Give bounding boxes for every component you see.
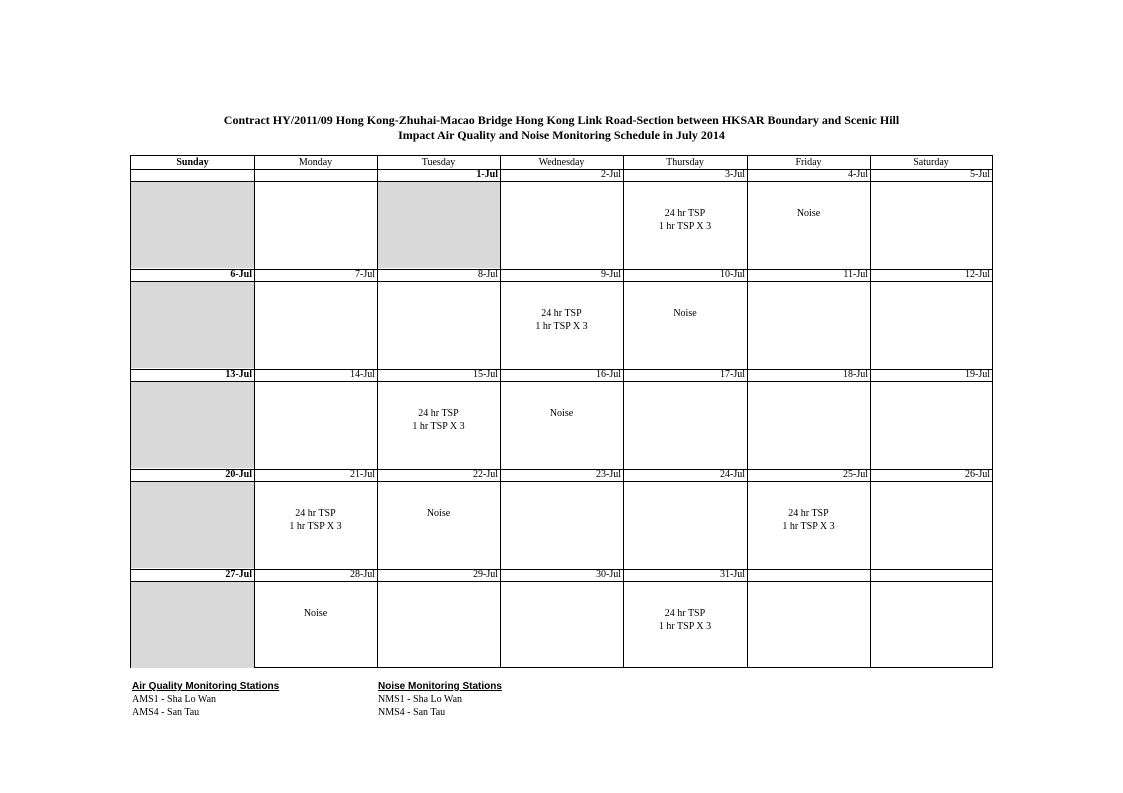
date-label: 14-Jul: [350, 369, 375, 380]
day-cell: [870, 181, 992, 268]
noise-legend-heading: Noise Monitoring Stations: [378, 681, 502, 692]
grid-vline: [870, 156, 871, 667]
day-cell: [254, 181, 377, 268]
air-quality-legend: [132, 680, 279, 719]
grid-vline: [254, 156, 255, 667]
air-quality-legend-heading: Air Quality Monitoring Stations: [132, 681, 280, 692]
day-cell: [500, 181, 623, 268]
day-cell: [500, 481, 623, 568]
monitoring-event: [623, 607, 747, 633]
date-label: 9-Jul: [601, 269, 621, 280]
date-label: 23-Jul: [596, 469, 621, 480]
schedule-title-line1: Contract HY/2011/09 Hong Kong-Zhuhai-Macao Bridge Hong Kong Link Road-Section between HKSAR Boundary and Scenic Hill: [223, 113, 900, 127]
day-cell: [131, 481, 254, 568]
monitoring-event: [377, 407, 500, 433]
day-cell: [747, 581, 870, 668]
date-label: 20-Jul: [225, 469, 252, 480]
day-cell: [500, 581, 623, 668]
date-label: 6-Jul: [230, 269, 252, 280]
day-cell: [377, 581, 500, 668]
date-label: 13-Jul: [225, 369, 252, 380]
event-line: 24 hr TSP: [664, 208, 706, 219]
weekday-header-tuesday: Tuesday: [421, 157, 456, 168]
date-label: 28-Jul: [350, 569, 375, 580]
date-label: 2-Jul: [601, 169, 621, 180]
date-label: 24-Jul: [720, 469, 745, 480]
date-label: 17-Jul: [720, 369, 745, 380]
monitoring-event: [747, 207, 870, 220]
event-line: 1 hr TSP X 3: [412, 421, 465, 432]
event-line: 24 hr TSP: [295, 508, 336, 519]
date-label: 5-Jul: [970, 169, 990, 180]
grid-hline: [131, 569, 992, 570]
day-cell: [500, 381, 623, 468]
grid-hline: [131, 369, 992, 370]
event-line: 1 hr TSP X 3: [658, 621, 712, 632]
event-line: 24 hr TSP: [788, 508, 829, 519]
monitoring-event: [623, 307, 747, 320]
grid-hline: [131, 269, 992, 270]
day-cell: [623, 481, 747, 568]
day-cell: [870, 481, 992, 568]
date-label: 10-Jul: [720, 269, 745, 280]
monitoring-event: [500, 307, 623, 333]
date-label: 19-Jul: [965, 369, 990, 380]
grid-hline: [131, 281, 992, 282]
date-label: 1-Jul: [476, 169, 498, 180]
date-label: 27-Jul: [225, 569, 252, 580]
date-label: 7-Jul: [355, 269, 375, 280]
date-label: 29-Jul: [473, 569, 498, 580]
date-label: 4-Jul: [848, 169, 868, 180]
grid-hline: [131, 481, 992, 482]
event-line: Noise: [796, 208, 821, 219]
day-cell: [747, 281, 870, 368]
weekday-header-friday: Friday: [795, 157, 822, 168]
day-cell: [870, 281, 992, 368]
date-label: 12-Jul: [965, 269, 990, 280]
event-line: 1 hr TSP X 3: [535, 321, 588, 332]
air-station-ams1: AMS1 - Sha Lo Wan: [132, 694, 217, 705]
day-cell: [377, 181, 500, 268]
grid-hline: [131, 181, 992, 182]
grid-hline: [131, 469, 992, 470]
date-label: 21-Jul: [350, 469, 375, 480]
grid-vline: [500, 156, 501, 667]
monitoring-event: [747, 507, 870, 533]
noise-station-nms4: NMS4 - San Tau: [378, 707, 446, 718]
day-cell: [870, 381, 992, 468]
date-label: 26-Jul: [965, 469, 990, 480]
weekday-header-wednesday: Wednesday: [538, 157, 585, 168]
weekday-header-sunday: Sunday: [176, 157, 209, 168]
weekday-header-saturday: Saturday: [913, 157, 949, 168]
day-cell: [747, 381, 870, 468]
calendar-grid: [130, 155, 993, 668]
day-cell: [254, 581, 377, 668]
monitoring-event: [377, 507, 500, 520]
date-label: 15-Jul: [473, 369, 498, 380]
monitoring-event: [254, 607, 377, 620]
event-line: 24 hr TSP: [418, 408, 459, 419]
date-label: 22-Jul: [473, 469, 498, 480]
day-cell: [623, 381, 747, 468]
date-label: 25-Jul: [843, 469, 868, 480]
event-line: 1 hr TSP X 3: [782, 521, 835, 532]
day-cell: [377, 281, 500, 368]
date-label: 31-Jul: [720, 569, 745, 580]
noise-station-nms1: NMS1 - Sha Lo Wan: [378, 694, 463, 705]
day-cell: [254, 381, 377, 468]
event-line: Noise: [673, 308, 697, 319]
day-cell: [131, 581, 254, 668]
event-line: 1 hr TSP X 3: [658, 221, 712, 232]
event-line: Noise: [426, 508, 451, 519]
air-station-ams4: AMS4 - San Tau: [132, 707, 200, 718]
grid-hline: [131, 169, 992, 170]
date-label: 30-Jul: [596, 569, 621, 580]
day-cell: [747, 181, 870, 268]
day-cell: [623, 281, 747, 368]
day-cell: [254, 281, 377, 368]
day-cell: [131, 181, 254, 268]
noise-legend: [378, 680, 502, 719]
schedule-title-line2: Impact Air Quality and Noise Monitoring Schedule in July 2014: [398, 128, 725, 142]
grid-hline: [131, 581, 992, 582]
grid-vline: [623, 156, 624, 667]
event-line: 24 hr TSP: [541, 308, 582, 319]
date-label: 16-Jul: [596, 369, 621, 380]
weekday-header-monday: Monday: [298, 157, 333, 168]
grid-hline: [131, 381, 992, 382]
event-line: Noise: [549, 408, 574, 419]
date-label: 3-Jul: [725, 169, 745, 180]
weekday-header-thursday: Thursday: [666, 157, 704, 168]
monitoring-event: [254, 507, 377, 533]
monitoring-event: [500, 407, 623, 420]
day-cell: [131, 281, 254, 368]
date-label: 11-Jul: [843, 269, 868, 280]
day-cell: [131, 381, 254, 468]
date-label: 8-Jul: [478, 269, 498, 280]
day-cell: [870, 581, 992, 668]
day-cell: [377, 481, 500, 568]
event-line: Noise: [303, 608, 328, 619]
monitoring-event: [623, 207, 747, 233]
event-line: 1 hr TSP X 3: [289, 521, 342, 532]
event-line: 24 hr TSP: [664, 608, 706, 619]
date-label: 18-Jul: [843, 369, 868, 380]
grid-vline: [377, 156, 378, 667]
grid-vline: [747, 156, 748, 667]
